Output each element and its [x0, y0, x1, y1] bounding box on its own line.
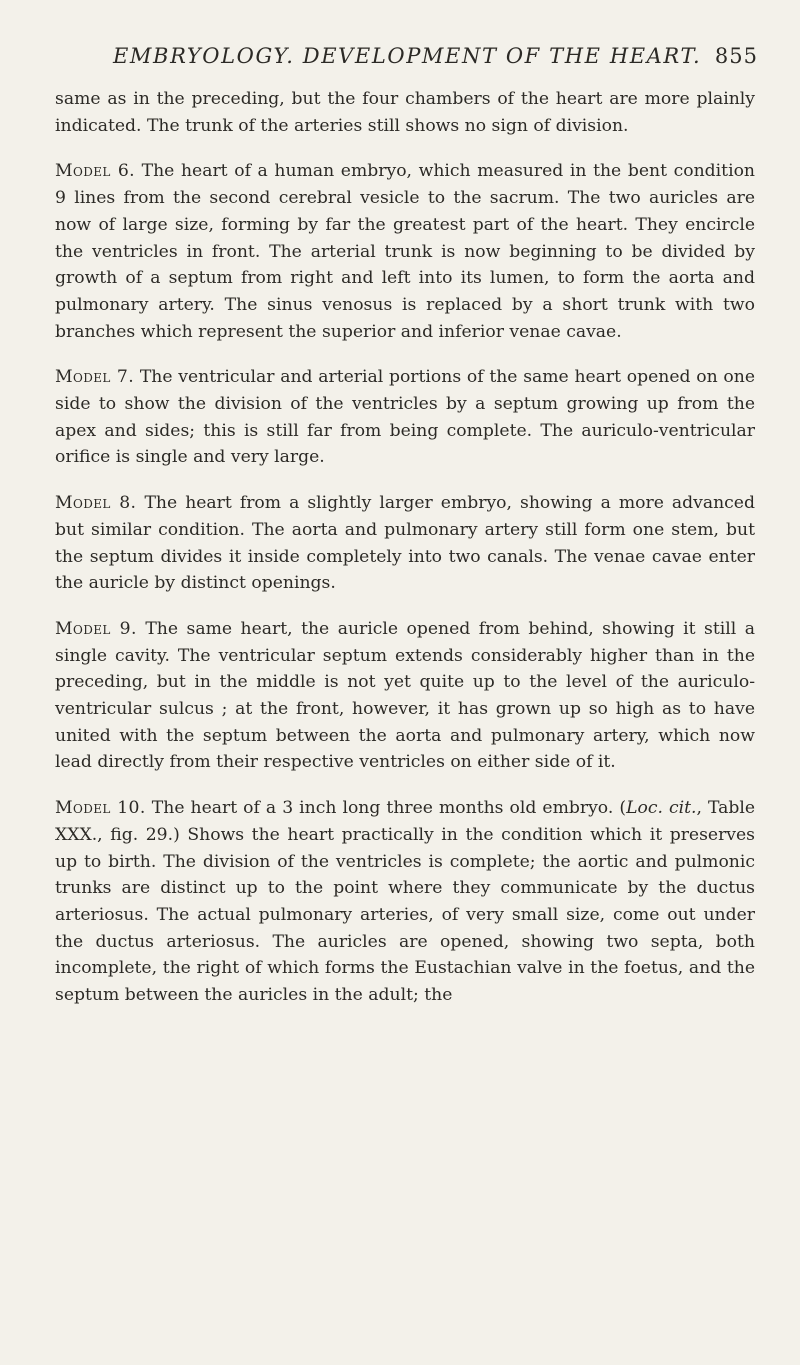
body-text [55, 86, 755, 1028]
citation-text: Loc. cit. [626, 798, 697, 819]
paragraph-lead: Model 9. [55, 618, 137, 639]
paragraph-continuation [55, 86, 755, 139]
running-head [0, 40, 800, 80]
paragraph-model-6 [55, 158, 755, 345]
paragraph-text: The heart of a 3 inch long three months old embryo. ( [145, 798, 627, 819]
paragraph-model-8 [55, 490, 755, 597]
page-number: 855 [714, 44, 758, 68]
paragraph-text: The ventricular and arterial portions of the same heart opened on one side to show the division of the ventricles by a septum growing up from the apex and sides; this is still far from being complete. The auriculo-ventricular orifice is single and very large. [55, 367, 755, 468]
running-title: EMBRYOLOGY. DEVELOPMENT OF THE HEART. [113, 44, 702, 68]
paragraph-text: The heart of a human embryo, which measured in the bent condition 9 lines from the second cerebral vesicle to the sacrum. The two auricles are now of large size, forming by far the greatest part of the heart. They encircle the ventricles in front. The arterial trunk is now beginning to be divided by growth of a septum from right and left into its lumen, to form the aorta and pulmonary artery. The sinus venosus is replaced by a short trunk with two branches which represent the superior and inferior venae cavae. [55, 161, 755, 342]
paragraph-model-7 [55, 364, 755, 471]
paragraph-lead: Model 7. [55, 367, 135, 388]
paragraph-lead: Model 8. [55, 493, 137, 514]
paragraph-text: same as in the preceding, but the four chambers of the heart are more plainly indicated. The trunk of the arteries still shows no sign of division. [55, 89, 755, 136]
paragraph-text: The same heart, the auricle opened from behind, showing it still a single cavity. The ventricular septum extends considerably higher than in the preceding, but in the middle is not yet quite up to the level of the auriculo-ventricular sulcus ; at the front, however, it has grown up so high as to have united with the septum between the aorta and pulmonary artery, which now lead directly from their respective ventricles on either side of it. [55, 618, 755, 773]
paragraph-lead: Model 6. [55, 161, 136, 182]
paragraph-text: , Table XXX., fig. 29.) Shows the heart practically in the condition which it preserves up to birth. The division of the ventricles is complete; the aortic and pulmonic trunks are distinct up to the point where they communicate by the ductus arteriosus. The actual pulmonary arteries, of very small size, come out under the ductus arteriosus. The auricles are opened, showing two septa, both incomplete, the right of which forms the Eustachian valve in the foetus, and the septum between the auricles in the adult; the [55, 798, 755, 1006]
paragraph-lead: Model 10. [55, 798, 146, 819]
paragraph-model-10 [55, 795, 755, 1009]
paragraph-text: The heart from a slightly larger embryo, showing a more advanced but similar condition. The aorta and pulmonary artery still form one stem, but the septum divides it inside completely into two canals. The venae cavae enter the auricle by distinct openings. [55, 493, 755, 594]
paragraph-model-9 [55, 616, 755, 776]
